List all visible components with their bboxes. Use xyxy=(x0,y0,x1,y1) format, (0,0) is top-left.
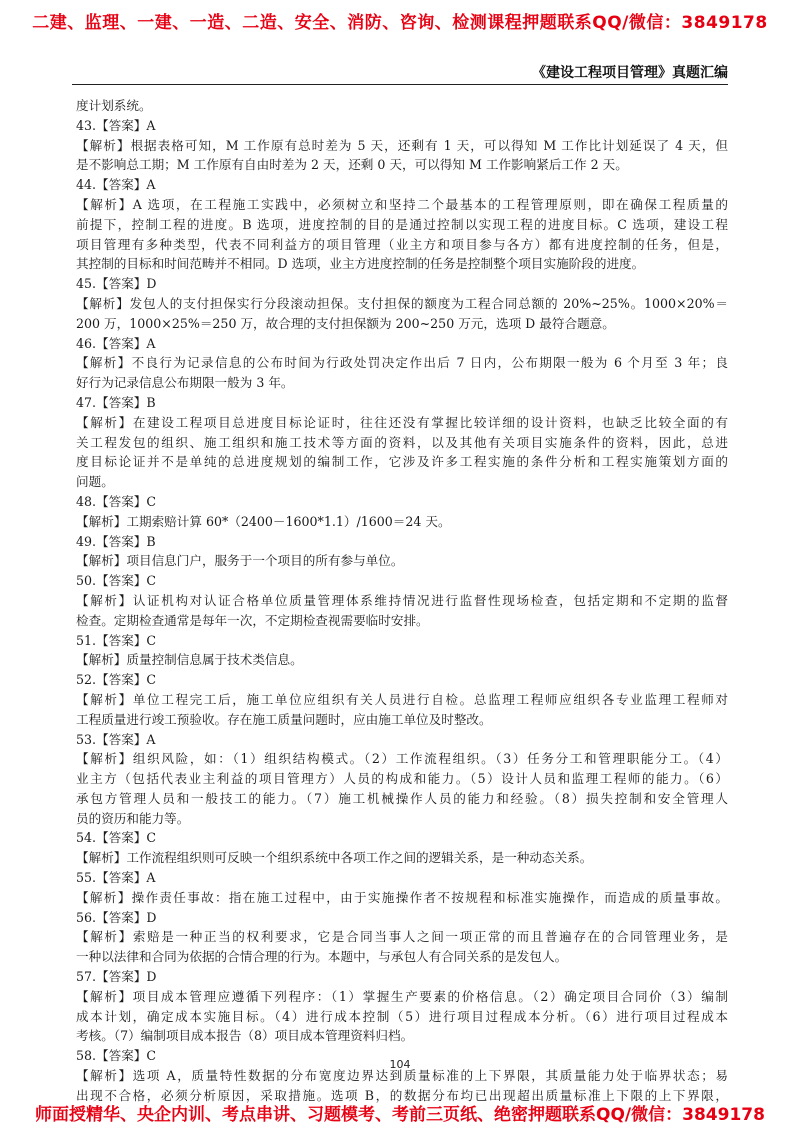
text-line: 【解析】索赔是一种正当的权利要求，它是合同当事人之间一项正常的而且普遍存在的合同管理业务，是 xyxy=(76,929,728,945)
page-number: 104 xyxy=(389,1058,411,1071)
text-line: 57.【答案】D xyxy=(76,969,157,985)
text-line: 前提下，控制工程的进度。B 选项，进度控制的目的是通过控制以实现工程的进度目标。C 选项，建设工程 xyxy=(76,216,728,232)
text-line: 【解析】在建设工程项目总进度目标论证时，往往还没有掌握比较详细的设计资料，也缺乏比较全面的有 xyxy=(76,414,728,430)
text-line: 工程质量进行竣工预验收。存在施工质量问题时，应由施工单位及时整改。 xyxy=(76,711,492,727)
text-line: 47.【答案】B xyxy=(76,394,156,410)
text-line: 业主方（包括代表业主利益的项目管理方）人员的构成和能力。（5）设计人员和监理工程师的能力。（6） xyxy=(76,771,728,787)
text-line: 好行为记录信息公布期限一般为 3 年。 xyxy=(76,375,294,391)
text-line: 度目标论证并不是单纯的总进度规划的编制工作，它涉及许多工程实施的条件分析和工程实施策划方面的 xyxy=(76,454,728,470)
text-line: 43.【答案】A xyxy=(76,117,156,133)
text-line: 【解析】项目成本管理应遵循下列程序：（1）掌握生产要素的价格信息。（2）确定项目合同价（3）编制 xyxy=(76,988,728,1004)
text-line: 其控制的目标和时间范畴并不相同。D 选项，业主方进度控制的任务是控制整个项目实施阶段的进度。 xyxy=(76,256,645,272)
text-line: 一种以法律和合同为依据的合情合理的行为。本题中，与承包人有合同关系的是发包人。 xyxy=(76,949,568,965)
text-line: 44.【答案】A xyxy=(76,177,156,193)
text-line: 出现不合格，必须分析原因，采取措施。选项 B，的数据分布均已出现超出质量标准上下限的上下界限， xyxy=(76,1087,728,1103)
text-line: 54.【答案】C xyxy=(76,830,157,846)
bottom-banner: 师面授精华、央企内训、考点串讲、习题模考、考前三页纸、绝密押题联系QQ/微信：3849178 xyxy=(35,1105,765,1125)
text-line: 【解析】操作责任事故：指在施工过程中，由于实施操作者不按规程和标准实施操作，而造成的质量事故。 xyxy=(76,889,728,905)
text-line: 【解析】单位工程完工后，施工单位应组织有关人员进行自检。总监理工程师应组织各专业监理工程师对 xyxy=(76,691,728,707)
text-line: 关工程发包的组织、施工组织和施工技术等方面的资料，以及其他有关项目实施条件的资料，因此，总进 xyxy=(76,434,728,450)
header-title: 《建设工程项目管理》真题汇编 xyxy=(532,65,728,81)
text-line: 承包方管理人员和一般技工的能力。（7）施工机械操作人员的能力和经验。（8）损失控制和安全管理人 xyxy=(76,790,728,806)
text-line: 【解析】认证机构对认证合格单位质量管理体系维持情况进行监督性现场检查，包括定期和不定期的监督 xyxy=(76,592,728,608)
text-line: 53.【答案】A xyxy=(76,731,156,747)
text-line: 检查。定期检查通常是每年一次，不定期检查视需要临时安排。 xyxy=(76,612,429,628)
text-line: 【解析】A 选项，在工程施工实践中，必须树立和坚持二个最基本的工程管理原则，即在确保工程质量的 xyxy=(76,196,728,212)
text-line: 【解析】项目信息门户，服务于一个项目的所有参与单位。 xyxy=(76,553,404,569)
text-line: 【解析】根据表格可知，M 工作原有总时差为 5 天，还剩有 1 天，可以得知 M 工作比计划延误了 4 天，但 xyxy=(76,137,728,153)
text-line: 【解析】发包人的支付担保实行分段滚动担保。支付担保的额度为工程合同总额的 20%~25%。1000×20%＝ xyxy=(76,295,728,311)
text-line: 考核。（7）编制项目成本报告（8）项目成本管理资料归档。 xyxy=(76,1028,414,1044)
top-banner: 二建、监理、一建、一造、二造、安全、消防、咨询、检测课程押题联系QQ/微信：3849178 xyxy=(32,13,768,33)
text-line: 51.【答案】C xyxy=(76,632,157,648)
text-line: 【解析】工作流程组织则可反映一个组织系统中各项工作之间的逻辑关系，是一种动态关系。 xyxy=(76,850,593,866)
text-line: 200 万，1000×25%＝250 万，故合理的支付担保额为 200~250 万元，选项 D 最符合题意。 xyxy=(76,315,615,331)
text-line: 【解析】组织风险，如：（1）组织结构模式。（2）工作流程组织。（3）任务分工和管理职能分工。（4） xyxy=(76,751,728,767)
text-line: 58.【答案】C xyxy=(76,1048,157,1064)
text-line: 【解析】选项 A，质量特性数据的分布宽度边界达到质量标准的上下界限，其质量能力处于临界状态；易 xyxy=(76,1068,728,1084)
text-line: 问题。 xyxy=(76,474,114,490)
text-line: 55.【答案】A xyxy=(76,870,156,886)
text-line: 项目管理有多种类型，代表不同利益方的项目管理（业主方和项目参与各方）都有进度控制的任务，但是， xyxy=(76,236,728,252)
text-line: 成本计划，确定成本实施目标。（4）进行成本控制（5）进行项目过程成本分析。（6）进行项目过程成本 xyxy=(76,1008,728,1024)
text-line: 48.【答案】C xyxy=(76,493,157,509)
text-line: 56.【答案】D xyxy=(76,909,157,925)
text-line: 46.【答案】A xyxy=(76,335,156,351)
text-line: 45.【答案】D xyxy=(76,276,157,292)
text-line: 52.【答案】C xyxy=(76,672,157,688)
text-line: 49.【答案】B xyxy=(76,533,156,549)
document-body xyxy=(76,96,728,1106)
text-line: 是不影响总工期；M 工作原有自由时差为 2 天，还剩 0 天，可以得知 M 工作影响紧后工作 2 天。 xyxy=(76,157,628,173)
text-line: 【解析】工期索赔计算 60*（2400－1600*1.1）/1600＝24 天。 xyxy=(76,513,451,529)
text-line: 度计划系统。 xyxy=(76,98,152,113)
text-line: 【解析】质量控制信息属于技术类信息。 xyxy=(76,652,303,668)
text-line: 【解析】不良行为记录信息的公布时间为行政处罚决定作出后 7 日内，公布期限一般为 6 个月至 3 年；良 xyxy=(76,355,728,371)
text-line: 50.【答案】C xyxy=(76,573,157,589)
header-rule xyxy=(72,84,728,85)
text-line: 员的资历和能力等。 xyxy=(76,810,190,826)
